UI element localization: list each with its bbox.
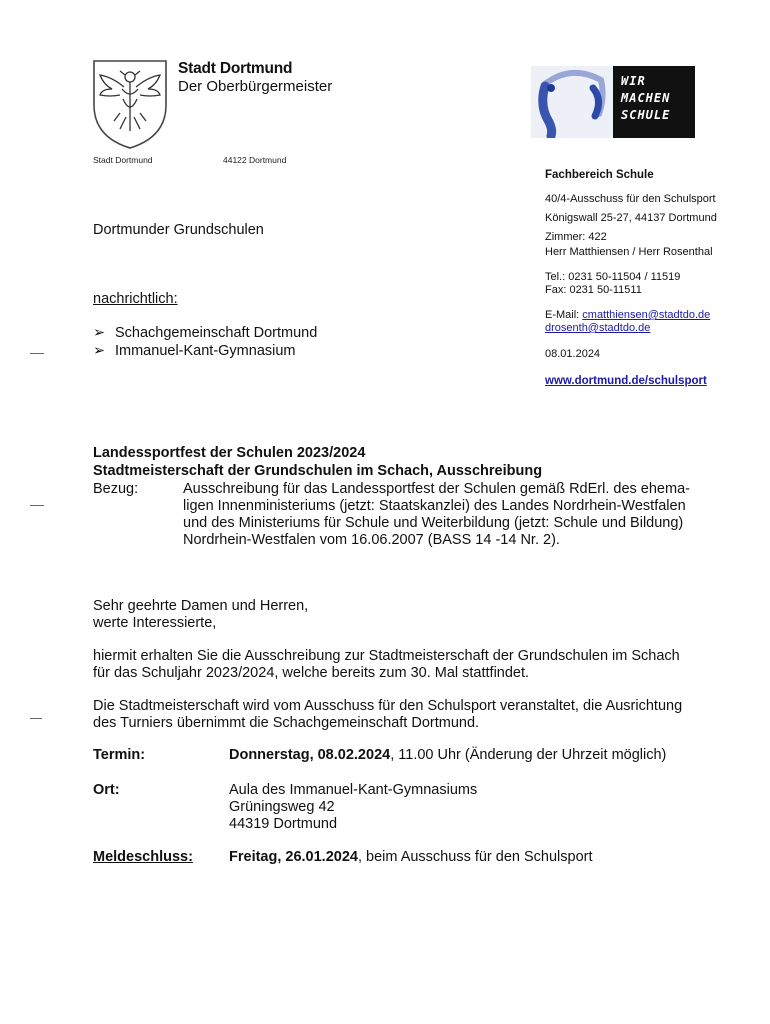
cc-item (93, 325, 317, 341)
city-title: Stadt Dortmund (178, 60, 293, 77)
website-link-text[interactable]: www.dortmund.de/schulsport (545, 375, 707, 387)
city-eagle-crest-icon (90, 55, 170, 151)
address: Königswall 25-27, 44137 Dortmund (545, 212, 717, 224)
bezug-line: und des Ministeriums für Schule und Weiterbildung (jetzt: Schule und Bildung) (183, 515, 684, 531)
website-link[interactable] (545, 374, 707, 389)
termin-date: Donnerstag, 08.02.2024 (229, 747, 391, 763)
termin-value (229, 747, 666, 764)
paragraph-1-line-2: für das Schuljahr 2023/2024, welche bereits zum 30. Mal stattfindet. (93, 665, 530, 681)
bezug-line: ligen Innenministeriums (jetzt: Staatskanzlei) des Landes Nordrhein-Westfalen (183, 498, 686, 514)
bezug-text (183, 481, 733, 549)
paragraph-1 (93, 648, 733, 682)
unit: 40/4-Ausschuss für den Schulsport (545, 193, 716, 205)
fold-mark (30, 353, 44, 354)
subject-line-1: Landessportfest der Schulen 2023/2024 (93, 445, 366, 461)
meldeschluss-value (229, 849, 593, 866)
arrow-bullet-icon: ➢ (93, 325, 106, 341)
paragraph-2-line-1: Die Stadtmeisterschaft wird vom Ausschuss für den Schulsport veranstaltet, die Ausrichtung (93, 698, 683, 714)
salutation-line-2: werte Interessierte, (93, 615, 217, 631)
room: Zimmer: 422 (545, 231, 607, 243)
paragraph-1-line-1: hiermit erhalten Sie die Ausschreibung zur Stadtmeisterschaft der Grundschulen im Schach (93, 648, 680, 664)
punch-mark (30, 718, 42, 719)
paragraph-2 (93, 698, 733, 732)
ort-line: Aula des Immanuel-Kant-Gymnasiums (229, 782, 478, 798)
sender-postcode: 44122 Dortmund (223, 155, 287, 165)
city-subtitle: Der Oberbürgermeister (178, 78, 333, 95)
wms-figure-icon (531, 66, 613, 138)
fax: Fax: 0231 50-11511 (545, 284, 642, 296)
arrow-bullet-icon: ➢ (93, 343, 106, 359)
email-link-matthiensen[interactable]: cmatthiensen@stadtdo.de (582, 309, 711, 321)
wms-line-3: SCHULE (621, 108, 671, 122)
salutation-line-1: Sehr geehrte Damen und Herren, (93, 598, 309, 614)
cc-label: nachrichtlich: (93, 291, 178, 307)
bezug-line: Ausschreibung für das Landessportfest der Schulen gemäß RdErl. des ehema- (183, 481, 690, 497)
department: Fachbereich Schule (545, 169, 654, 181)
fold-mark (30, 505, 44, 506)
meldeschluss-date: Freitag, 26.01.2024 (229, 849, 358, 865)
meldeschluss-note: , beim Ausschuss für den Schulsport (357, 849, 593, 865)
salutation (93, 598, 733, 632)
wms-line-1: WIR (621, 74, 646, 88)
ort-line: 44319 Dortmund (229, 816, 338, 832)
ort-label: Ort: (93, 782, 120, 798)
wms-logo-text (613, 66, 695, 138)
meldeschluss-label: Meldeschluss: (93, 849, 193, 865)
cc-item-label: Schachgemeinschaft Dortmund (115, 325, 318, 341)
termin-time: , 11.00 Uhr (Änderung der Uhrzeit möglich) (390, 747, 667, 763)
bezug-line: Nordrhein-Westfalen vom 16.06.2007 (BASS 14 -14 Nr. 2). (183, 532, 560, 548)
sender-city: Stadt Dortmund (93, 155, 153, 165)
subject-line-2: Stadtmeisterschaft der Grundschulen im Schach, Ausschreibung (93, 463, 543, 479)
bezug-label: Bezug: (93, 481, 139, 497)
cc-item-label: Immanuel-Kant-Gymnasium (115, 343, 296, 359)
email-link-rosenthal[interactable] (545, 321, 650, 336)
ort-line: Grüningsweg 42 (229, 799, 335, 815)
letter-date: 08.01.2024 (545, 348, 601, 360)
cc-item (93, 343, 296, 359)
contacts: Herr Matthiensen / Herr Rosenthal (545, 246, 713, 258)
termin-label: Termin: (93, 747, 146, 763)
email-link-rosenthal-text[interactable]: drosenth@stadtdo.de (545, 322, 651, 334)
email-label: E-Mail: (545, 309, 583, 321)
wms-line-2: MACHEN (621, 91, 671, 105)
ort-value (229, 782, 477, 833)
tel: Tel.: 0231 50-11504 / 11519 (545, 271, 681, 283)
paragraph-2-line-2: des Turniers übernimmt die Schachgemeinschaft Dortmund. (93, 715, 480, 731)
recipient-main: Dortmunder Grundschulen (93, 222, 264, 238)
